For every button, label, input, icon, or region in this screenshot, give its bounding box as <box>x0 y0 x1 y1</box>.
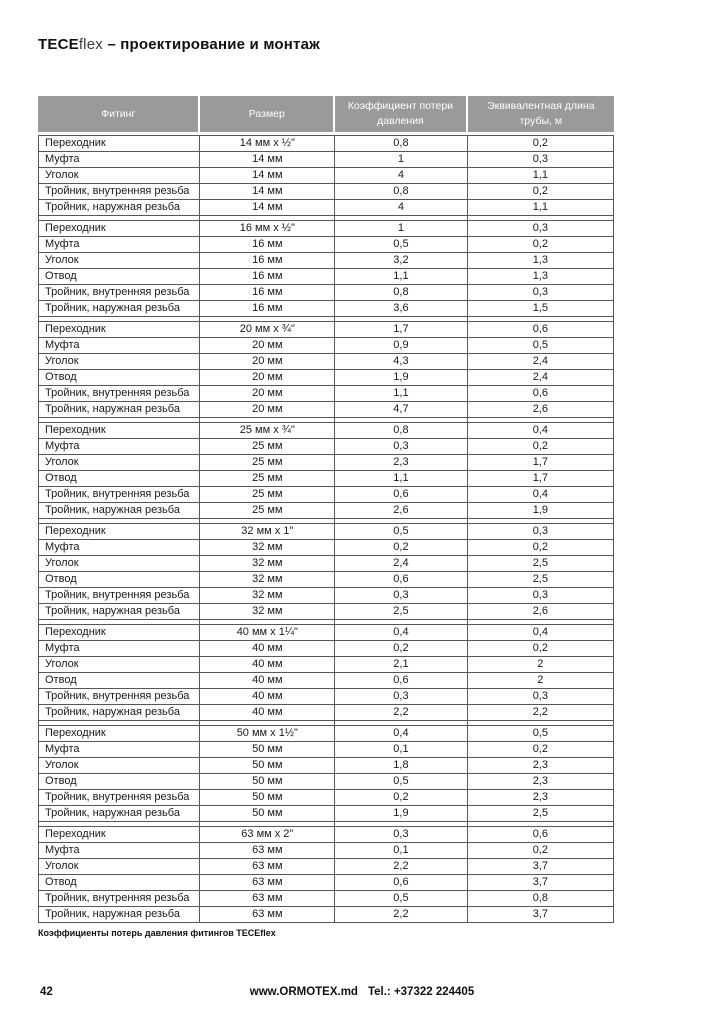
coefficient-cell: 0,1 <box>335 843 467 859</box>
table-row <box>38 625 614 641</box>
table-row <box>38 237 614 253</box>
equivalent-length-cell: 3,7 <box>468 875 614 891</box>
table-row <box>38 891 614 907</box>
size-cell: 20 мм <box>200 370 335 386</box>
coefficient-cell: 0,6 <box>335 673 467 689</box>
table-row <box>38 152 614 168</box>
coefficient-cell: 0,8 <box>335 135 467 152</box>
coefficient-cell: 1,9 <box>335 370 467 386</box>
brand-suffix: flex <box>78 36 103 54</box>
size-cell: 14 мм <box>200 152 335 168</box>
size-cell: 63 мм <box>200 875 335 891</box>
equivalent-length-cell: 0,2 <box>468 540 614 556</box>
size-cell: 40 мм <box>200 705 335 721</box>
coefficient-cell: 1 <box>335 152 467 168</box>
coefficient-cell: 0,5 <box>335 524 467 540</box>
coefficient-cell: 0,6 <box>335 487 467 503</box>
size-cell: 40 мм <box>200 673 335 689</box>
fitting-cell: Тройник, наружная резьба <box>38 604 200 620</box>
fitting-cell: Муфта <box>38 152 200 168</box>
coefficient-cell: 2,2 <box>335 907 467 923</box>
size-cell: 16 мм <box>200 301 335 317</box>
size-cell: 25 мм <box>200 487 335 503</box>
size-cell: 63 мм <box>200 859 335 875</box>
fitting-cell: Отвод <box>38 471 200 487</box>
fitting-cell: Переходник <box>38 827 200 843</box>
coefficient-cell: 4,3 <box>335 354 467 370</box>
coefficient-cell: 0,6 <box>335 875 467 891</box>
table-row <box>38 354 614 370</box>
size-cell: 25 мм <box>200 471 335 487</box>
table-row <box>38 774 614 790</box>
footer-contact <box>0 986 724 998</box>
table-row <box>38 135 614 152</box>
brand-name: TECE <box>38 36 79 54</box>
table-row <box>38 806 614 822</box>
fitting-cell: Тройник, внутренняя резьба <box>38 790 200 806</box>
equivalent-length-cell: 2,5 <box>468 556 614 572</box>
coefficient-cell: 0,4 <box>335 625 467 641</box>
equivalent-length-cell: 0,6 <box>468 322 614 338</box>
size-cell: 32 мм <box>200 604 335 620</box>
equivalent-length-cell: 0,3 <box>468 221 614 237</box>
equivalent-length-cell: 2,3 <box>468 774 614 790</box>
coefficient-cell: 0,9 <box>335 338 467 354</box>
coefficient-cell: 0,8 <box>335 423 467 439</box>
equivalent-length-cell: 0,3 <box>468 152 614 168</box>
page-title <box>38 36 320 53</box>
fitting-cell: Переходник <box>38 625 200 641</box>
coefficient-cell: 0,4 <box>335 726 467 742</box>
table-row <box>38 285 614 301</box>
fitting-cell: Переходник <box>38 221 200 237</box>
fitting-cell: Уголок <box>38 455 200 471</box>
equivalent-length-cell: 0,2 <box>468 742 614 758</box>
size-cell: 25 мм x ¾" <box>200 423 335 439</box>
fitting-cell: Тройник, наружная резьба <box>38 200 200 216</box>
size-cell: 14 мм <box>200 200 335 216</box>
table-row <box>38 221 614 237</box>
size-cell: 20 мм <box>200 354 335 370</box>
header-size: Размер <box>200 96 335 135</box>
footer-phone: Tel.: +37322 224405 <box>367 986 475 998</box>
fitting-cell: Тройник, наружная резьба <box>38 503 200 519</box>
table-row <box>38 641 614 657</box>
equivalent-length-cell: 0,2 <box>468 641 614 657</box>
table-row <box>38 540 614 556</box>
coefficient-cell: 1,1 <box>335 386 467 402</box>
size-cell: 32 мм <box>200 572 335 588</box>
size-cell: 63 мм <box>200 843 335 859</box>
size-cell: 32 мм x 1" <box>200 524 335 540</box>
fitting-cell: Уголок <box>38 657 200 673</box>
fitting-cell: Тройник, внутренняя резьба <box>38 891 200 907</box>
table-row <box>38 673 614 689</box>
size-cell: 50 мм <box>200 758 335 774</box>
coefficient-cell: 2,2 <box>335 859 467 875</box>
fitting-cell: Тройник, внутренняя резьба <box>38 285 200 301</box>
table-row <box>38 200 614 216</box>
coefficient-cell: 4 <box>335 200 467 216</box>
equivalent-length-cell: 0,4 <box>468 423 614 439</box>
coefficient-cell: 0,5 <box>335 891 467 907</box>
table-row <box>38 843 614 859</box>
coefficient-cell: 1 <box>335 221 467 237</box>
table-row <box>38 503 614 519</box>
table-row <box>38 875 614 891</box>
fitting-cell: Тройник, наружная резьба <box>38 301 200 317</box>
fitting-cell: Уголок <box>38 354 200 370</box>
coefficient-cell: 2,4 <box>335 556 467 572</box>
coefficient-cell: 1,1 <box>335 471 467 487</box>
fitting-cell: Муфта <box>38 540 200 556</box>
equivalent-length-cell: 0,2 <box>468 184 614 200</box>
fitting-cell: Муфта <box>38 439 200 455</box>
fitting-cell: Тройник, наружная резьба <box>38 907 200 923</box>
coefficient-cell: 1,1 <box>335 269 467 285</box>
fitting-cell: Отвод <box>38 774 200 790</box>
equivalent-length-cell: 2 <box>468 673 614 689</box>
fitting-cell: Тройник, наружная резьба <box>38 806 200 822</box>
table-row <box>38 455 614 471</box>
footer-website: www.ORMOTEX.md <box>249 986 358 998</box>
coefficient-cell: 0,2 <box>335 540 467 556</box>
equivalent-length-cell: 0,3 <box>468 524 614 540</box>
fitting-cell: Тройник, внутренняя резьба <box>38 184 200 200</box>
equivalent-length-cell: 2,3 <box>468 758 614 774</box>
size-cell: 20 мм <box>200 402 335 418</box>
size-cell: 16 мм <box>200 253 335 269</box>
equivalent-length-cell: 0,2 <box>468 439 614 455</box>
fitting-cell: Тройник, внутренняя резьба <box>38 487 200 503</box>
fitting-cell: Переходник <box>38 423 200 439</box>
table-row <box>38 269 614 285</box>
coefficient-cell: 0,1 <box>335 742 467 758</box>
size-cell: 20 мм <box>200 386 335 402</box>
equivalent-length-cell: 1,3 <box>468 253 614 269</box>
table-row <box>38 338 614 354</box>
equivalent-length-cell: 2,5 <box>468 572 614 588</box>
coefficient-cell: 0,2 <box>335 790 467 806</box>
table-row <box>38 742 614 758</box>
size-cell: 50 мм <box>200 806 335 822</box>
equivalent-length-cell: 1,7 <box>468 471 614 487</box>
table-row <box>38 301 614 317</box>
fitting-cell: Уголок <box>38 859 200 875</box>
coefficient-cell: 0,8 <box>335 285 467 301</box>
equivalent-length-cell: 0,2 <box>468 237 614 253</box>
table-row <box>38 524 614 540</box>
equivalent-length-cell: 3,7 <box>468 859 614 875</box>
size-cell: 40 мм <box>200 657 335 673</box>
coefficient-cell: 0,3 <box>335 689 467 705</box>
equivalent-length-cell: 0,3 <box>468 588 614 604</box>
size-cell: 63 мм <box>200 907 335 923</box>
size-cell: 16 мм <box>200 237 335 253</box>
fitting-cell: Уголок <box>38 168 200 184</box>
equivalent-length-cell: 0,8 <box>468 891 614 907</box>
coefficient-cell: 0,8 <box>335 184 467 200</box>
equivalent-length-cell: 0,2 <box>468 843 614 859</box>
fitting-cell: Муфта <box>38 237 200 253</box>
coefficient-cell: 4,7 <box>335 402 467 418</box>
size-cell: 40 мм <box>200 689 335 705</box>
coefficient-cell: 0,3 <box>335 588 467 604</box>
table-row <box>38 907 614 923</box>
fitting-cell: Уголок <box>38 253 200 269</box>
coefficient-cell: 0,5 <box>335 774 467 790</box>
size-cell: 50 мм <box>200 790 335 806</box>
fitting-cell: Отвод <box>38 875 200 891</box>
fitting-cell: Уголок <box>38 556 200 572</box>
equivalent-length-cell: 0,6 <box>468 386 614 402</box>
size-cell: 25 мм <box>200 455 335 471</box>
table-row <box>38 689 614 705</box>
equivalent-length-cell: 1,9 <box>468 503 614 519</box>
table-row <box>38 471 614 487</box>
size-cell: 20 мм <box>200 338 335 354</box>
table-row <box>38 859 614 875</box>
equivalent-length-cell: 2,5 <box>468 806 614 822</box>
fitting-cell: Муфта <box>38 338 200 354</box>
table-row <box>38 184 614 200</box>
equivalent-length-cell: 0,4 <box>468 625 614 641</box>
equivalent-length-cell: 0,3 <box>468 285 614 301</box>
equivalent-length-cell: 2,4 <box>468 354 614 370</box>
fitting-cell: Тройник, внутренняя резьба <box>38 386 200 402</box>
equivalent-length-cell: 0,6 <box>468 827 614 843</box>
table-row <box>38 370 614 386</box>
size-cell: 25 мм <box>200 503 335 519</box>
fitting-cell: Переходник <box>38 726 200 742</box>
coefficient-cell: 1,9 <box>335 806 467 822</box>
table-row <box>38 657 614 673</box>
fitting-cell: Тройник, внутренняя резьба <box>38 588 200 604</box>
table-row <box>38 572 614 588</box>
size-cell: 16 мм <box>200 285 335 301</box>
fittings-table <box>38 96 614 923</box>
table-row <box>38 487 614 503</box>
table-row <box>38 604 614 620</box>
page-title-text: – проектирование и монтаж <box>102 36 320 54</box>
coefficient-cell: 0,3 <box>335 439 467 455</box>
fitting-cell: Тройник, наружная резьба <box>38 402 200 418</box>
equivalent-length-cell: 1,1 <box>468 200 614 216</box>
fitting-cell: Переходник <box>38 524 200 540</box>
fitting-cell: Муфта <box>38 641 200 657</box>
equivalent-length-cell: 3,7 <box>468 907 614 923</box>
coefficient-cell: 2,2 <box>335 705 467 721</box>
size-cell: 40 мм x 1¼" <box>200 625 335 641</box>
equivalent-length-cell: 2,2 <box>468 705 614 721</box>
size-cell: 14 мм x ½" <box>200 135 335 152</box>
equivalent-length-cell: 1,3 <box>468 269 614 285</box>
fitting-cell: Переходник <box>38 322 200 338</box>
table-row <box>38 705 614 721</box>
size-cell: 63 мм <box>200 891 335 907</box>
coefficient-cell: 1,7 <box>335 322 467 338</box>
coefficient-cell: 2,3 <box>335 455 467 471</box>
equivalent-length-cell: 0,5 <box>468 338 614 354</box>
coefficient-cell: 2,1 <box>335 657 467 673</box>
coefficient-cell: 3,2 <box>335 253 467 269</box>
table-row <box>38 439 614 455</box>
equivalent-length-cell: 2,3 <box>468 790 614 806</box>
equivalent-length-cell: 2 <box>468 657 614 673</box>
table-row <box>38 790 614 806</box>
size-cell: 14 мм <box>200 168 335 184</box>
coefficient-cell: 0,2 <box>335 641 467 657</box>
table-header-row <box>38 96 614 135</box>
size-cell: 50 мм x 1½" <box>200 726 335 742</box>
header-fitting: Фитинг <box>38 96 200 135</box>
equivalent-length-cell: 2,6 <box>468 402 614 418</box>
fittings-table-body <box>38 135 614 923</box>
table-row <box>38 253 614 269</box>
equivalent-length-cell: 0,2 <box>468 135 614 152</box>
size-cell: 32 мм <box>200 588 335 604</box>
fitting-cell: Отвод <box>38 370 200 386</box>
equivalent-length-cell: 2,6 <box>468 604 614 620</box>
coefficient-cell: 4 <box>335 168 467 184</box>
equivalent-length-cell: 2,4 <box>468 370 614 386</box>
coefficient-cell: 3,6 <box>335 301 467 317</box>
table-row <box>38 423 614 439</box>
table-row <box>38 556 614 572</box>
size-cell: 50 мм <box>200 774 335 790</box>
table-row <box>38 322 614 338</box>
equivalent-length-cell: 1,1 <box>468 168 614 184</box>
fitting-cell: Муфта <box>38 742 200 758</box>
table-row <box>38 386 614 402</box>
size-cell: 50 мм <box>200 742 335 758</box>
equivalent-length-cell: 0,3 <box>468 689 614 705</box>
fitting-cell: Тройник, наружная резьба <box>38 705 200 721</box>
fitting-cell: Уголок <box>38 758 200 774</box>
table-row <box>38 402 614 418</box>
equivalent-length-cell: 0,5 <box>468 726 614 742</box>
fittings-table-wrap <box>38 96 614 923</box>
coefficient-cell: 0,5 <box>335 237 467 253</box>
table-row <box>38 588 614 604</box>
table-row <box>38 168 614 184</box>
size-cell: 20 мм x ¾" <box>200 322 335 338</box>
page-number: 42 <box>40 986 53 998</box>
size-cell: 16 мм x ½" <box>200 221 335 237</box>
coefficient-cell: 1,8 <box>335 758 467 774</box>
size-cell: 16 мм <box>200 269 335 285</box>
coefficient-cell: 2,6 <box>335 503 467 519</box>
fitting-cell: Тройник, внутренняя резьба <box>38 689 200 705</box>
fitting-cell: Переходник <box>38 135 200 152</box>
table-caption: Коэффициенты потерь давления фитингов TECEflex <box>38 928 276 938</box>
coefficient-cell: 0,3 <box>335 827 467 843</box>
fitting-cell: Отвод <box>38 269 200 285</box>
size-cell: 25 мм <box>200 439 335 455</box>
table-header <box>38 96 614 135</box>
table-row <box>38 758 614 774</box>
coefficient-cell: 2,5 <box>335 604 467 620</box>
size-cell: 40 мм <box>200 641 335 657</box>
equivalent-length-cell: 1,5 <box>468 301 614 317</box>
size-cell: 14 мм <box>200 184 335 200</box>
coefficient-cell: 0,6 <box>335 572 467 588</box>
equivalent-length-cell: 0,4 <box>468 487 614 503</box>
table-row <box>38 827 614 843</box>
size-cell: 32 мм <box>200 556 335 572</box>
equivalent-length-cell: 1,7 <box>468 455 614 471</box>
header-equivalent-pipe-length: Эквивалентная длина трубы, м <box>468 96 614 135</box>
fitting-cell: Отвод <box>38 673 200 689</box>
header-pressure-loss-coefficient: Коэффициент потери давления <box>335 96 467 135</box>
fitting-cell: Отвод <box>38 572 200 588</box>
table-row <box>38 726 614 742</box>
size-cell: 32 мм <box>200 540 335 556</box>
size-cell: 63 мм x 2" <box>200 827 335 843</box>
fitting-cell: Муфта <box>38 843 200 859</box>
